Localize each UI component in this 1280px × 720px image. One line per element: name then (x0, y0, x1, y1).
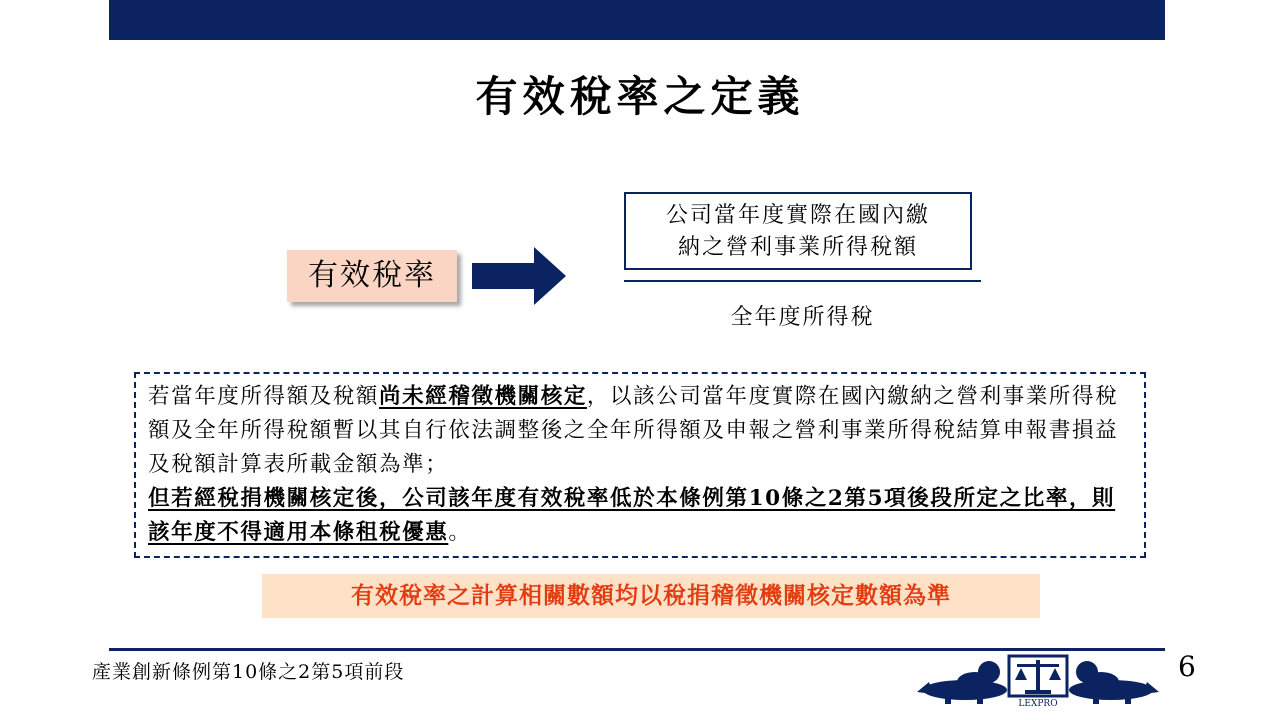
note-emphasis: 但若經稅捐機關核定後，公司該年度有效稅率低於本條例第10條之2第5項後段所定之比率，則該年度不得適用本條租稅優惠 (148, 486, 1116, 545)
formula-denominator: 全年度所得稅 (730, 305, 875, 330)
definition-note-box (134, 372, 1146, 558)
note-text: ，以該公司當年度實際在國內繳納之營利事業所得稅額及全年所得稅額暫以其自行依法調整後之全年所得額及申報之營利事業所得稅結算申報書損益及稅額計算表所載金額為準； (148, 384, 1119, 477)
note-paragraph-1 (148, 380, 1134, 482)
right-arrow-icon (472, 247, 568, 305)
note-paragraph-2 (148, 482, 1134, 550)
fraction-line (624, 280, 981, 282)
formula-numerator (624, 192, 972, 270)
footer-divider (109, 648, 1165, 651)
numerator-line-2: 納之營利事業所得稅額 (677, 235, 918, 260)
note-emphasis: 尚未經稽徵機關核定 (379, 384, 587, 409)
source-citation: 產業創新條例第10條之2第5項前段 (92, 661, 405, 683)
numerator-line-1: 公司當年度實際在國內繳 (665, 203, 930, 228)
lexpro-logo (915, 652, 1161, 708)
logo-text: LEXPRO (1018, 699, 1058, 708)
note-text: 若當年度所得額及稅額 (148, 384, 380, 409)
page-number: 6 (1178, 650, 1196, 683)
slide-title: 有效稅率之定義 (475, 72, 805, 121)
effective-tax-rate-label: 有效稅率 (287, 250, 457, 302)
note-text: 。 (448, 520, 472, 545)
key-point-banner: 有效稅率之計算相關數額均以稅捐稽徵機關核定數額為準 (262, 574, 1040, 618)
header-bar (109, 0, 1165, 40)
